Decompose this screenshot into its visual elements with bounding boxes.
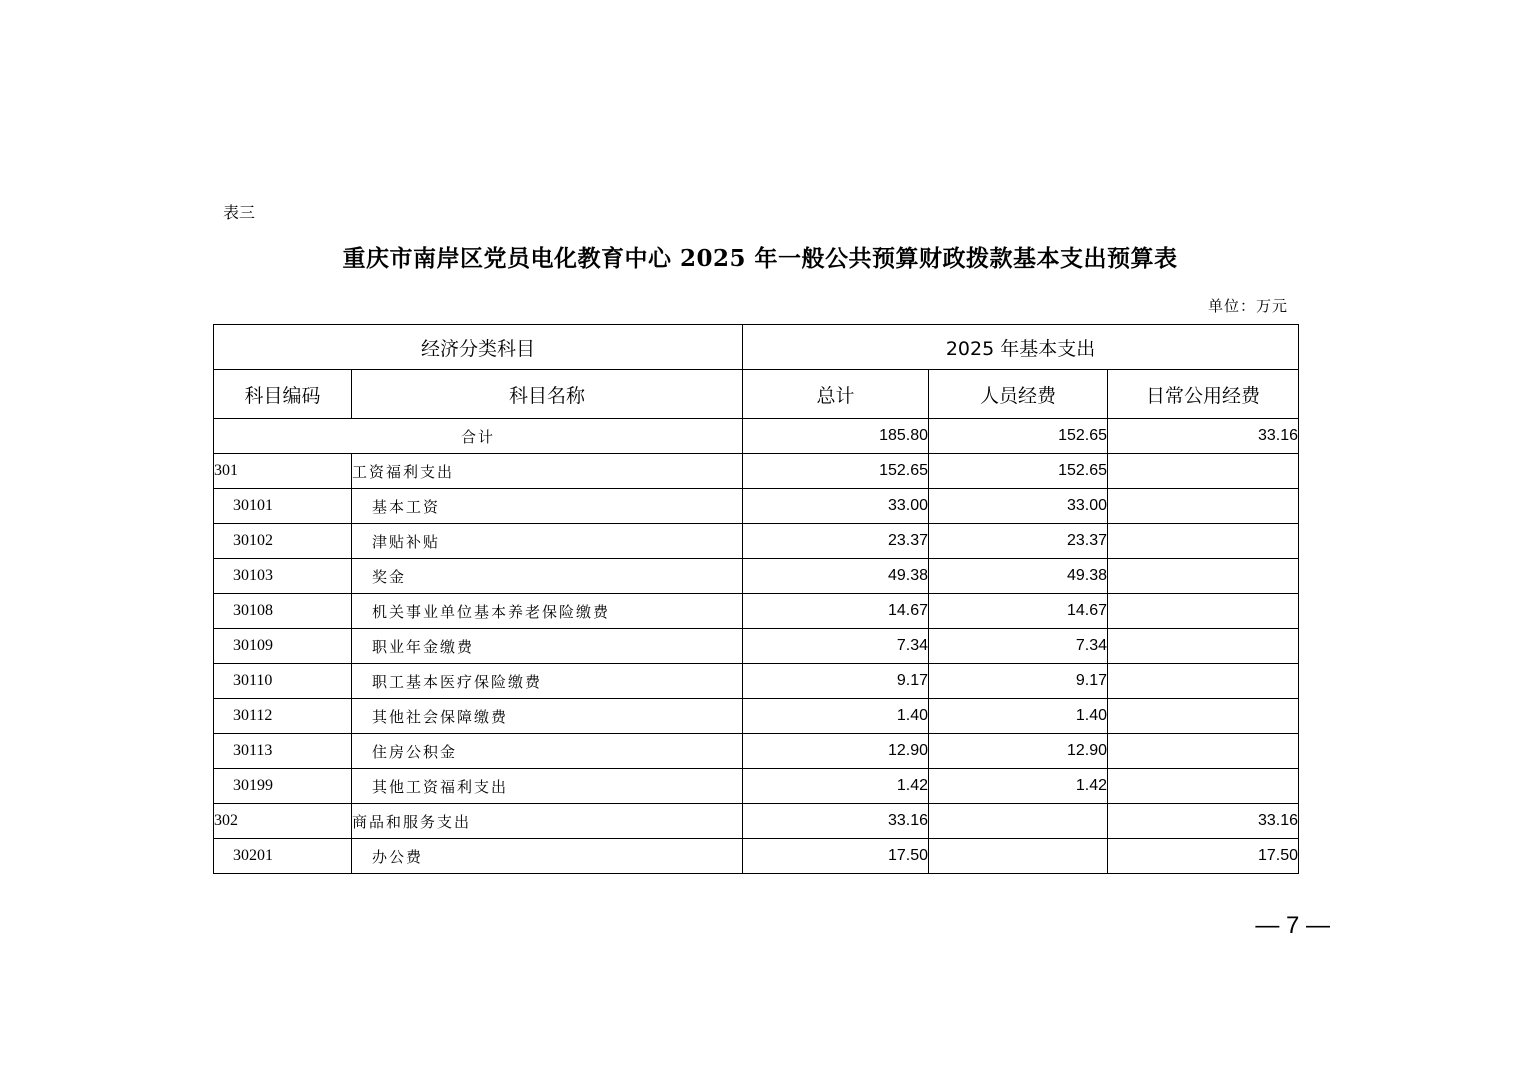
name-cell: 机关事业单位基本养老保险缴费	[352, 594, 743, 629]
total-label: 合计	[214, 419, 743, 454]
personnel-cell: 49.38	[929, 559, 1108, 594]
public-cell	[1108, 734, 1299, 769]
personnel-cell: 1.42	[929, 769, 1108, 804]
total-cell: 14.67	[743, 594, 929, 629]
personnel-cell: 23.37	[929, 524, 1108, 559]
page-title: 重庆市南岸区党员电化教育中心 2025 年一般公共预算财政拨款基本支出预算表	[342, 245, 1178, 272]
total-cell: 7.34	[743, 629, 929, 664]
code-cell: 30103	[214, 559, 352, 594]
public-cell	[1108, 699, 1299, 734]
table-label: 表三	[223, 203, 256, 222]
personnel-cell: 14.67	[929, 594, 1108, 629]
code-cell: 301	[214, 454, 352, 489]
name-cell: 办公费	[352, 839, 743, 874]
personnel-cell: 9.17	[929, 664, 1108, 699]
unit-label: 单位：万元	[1207, 297, 1288, 315]
name-cell: 商品和服务支出	[352, 804, 743, 839]
group-header-row	[214, 325, 1299, 370]
code-column-header: 科目编码	[214, 370, 352, 419]
table-row	[214, 664, 1299, 699]
total-cell: 9.17	[743, 664, 929, 699]
personnel-cell: 1.40	[929, 699, 1108, 734]
table-row	[214, 734, 1299, 769]
name-cell: 奖金	[352, 559, 743, 594]
total-cell: 33.00	[743, 489, 929, 524]
name-cell: 住房公积金	[352, 734, 743, 769]
personnel-cell: 12.90	[929, 734, 1108, 769]
table-row	[214, 699, 1299, 734]
name-cell: 其他工资福利支出	[352, 769, 743, 804]
public-cell	[1108, 559, 1299, 594]
basic-expenditure-header: 2025 年基本支出	[743, 325, 1299, 370]
public-cell: 33.16	[1108, 804, 1299, 839]
personnel-cell: 33.00	[929, 489, 1108, 524]
public-cell	[1108, 489, 1299, 524]
public-cell	[1108, 594, 1299, 629]
name-column-header: 科目名称	[352, 370, 743, 419]
name-cell: 职工基本医疗保险缴费	[352, 664, 743, 699]
code-cell: 30101	[214, 489, 352, 524]
personnel-cell	[929, 804, 1108, 839]
public-cell: 33.16	[1108, 419, 1299, 454]
public-cell	[1108, 454, 1299, 489]
personnel-cell: 152.65	[929, 454, 1108, 489]
name-cell: 津贴补贴	[352, 524, 743, 559]
personnel-column-header: 人员经费	[929, 370, 1108, 419]
name-cell: 其他社会保障缴费	[352, 699, 743, 734]
public-cell	[1108, 664, 1299, 699]
budget-table	[213, 324, 1299, 874]
economic-category-header: 经济分类科目	[214, 325, 743, 370]
code-cell: 30110	[214, 664, 352, 699]
table-row	[214, 804, 1299, 839]
code-cell: 30108	[214, 594, 352, 629]
public-cell	[1108, 629, 1299, 664]
public-column-header: 日常公用经费	[1108, 370, 1299, 419]
table-row	[214, 454, 1299, 489]
total-cell: 23.37	[743, 524, 929, 559]
code-cell: 302	[214, 804, 352, 839]
total-cell: 1.42	[743, 769, 929, 804]
code-cell: 30199	[214, 769, 352, 804]
code-cell: 30113	[214, 734, 352, 769]
total-cell: 185.80	[743, 419, 929, 454]
personnel-cell	[929, 839, 1108, 874]
table-row	[214, 594, 1299, 629]
public-cell	[1108, 769, 1299, 804]
personnel-cell: 7.34	[929, 629, 1108, 664]
name-cell: 基本工资	[352, 489, 743, 524]
table-row	[214, 629, 1299, 664]
column-header-row	[214, 370, 1299, 419]
table-row	[214, 559, 1299, 594]
personnel-cell: 152.65	[929, 419, 1108, 454]
total-cell: 33.16	[743, 804, 929, 839]
name-cell: 职业年金缴费	[352, 629, 743, 664]
code-cell: 30102	[214, 524, 352, 559]
name-cell: 工资福利支出	[352, 454, 743, 489]
total-cell: 49.38	[743, 559, 929, 594]
code-cell: 30201	[214, 839, 352, 874]
total-cell: 17.50	[743, 839, 929, 874]
total-row	[214, 419, 1299, 454]
code-cell: 30109	[214, 629, 352, 664]
code-cell: 30112	[214, 699, 352, 734]
public-cell	[1108, 524, 1299, 559]
public-cell: 17.50	[1108, 839, 1299, 874]
table-row	[214, 489, 1299, 524]
total-column-header: 总计	[743, 370, 929, 419]
table-row	[214, 769, 1299, 804]
page-number: — 7 —	[1255, 912, 1330, 939]
table-row	[214, 839, 1299, 874]
total-cell: 1.40	[743, 699, 929, 734]
total-cell: 152.65	[743, 454, 929, 489]
table-row	[214, 524, 1299, 559]
total-cell: 12.90	[743, 734, 929, 769]
